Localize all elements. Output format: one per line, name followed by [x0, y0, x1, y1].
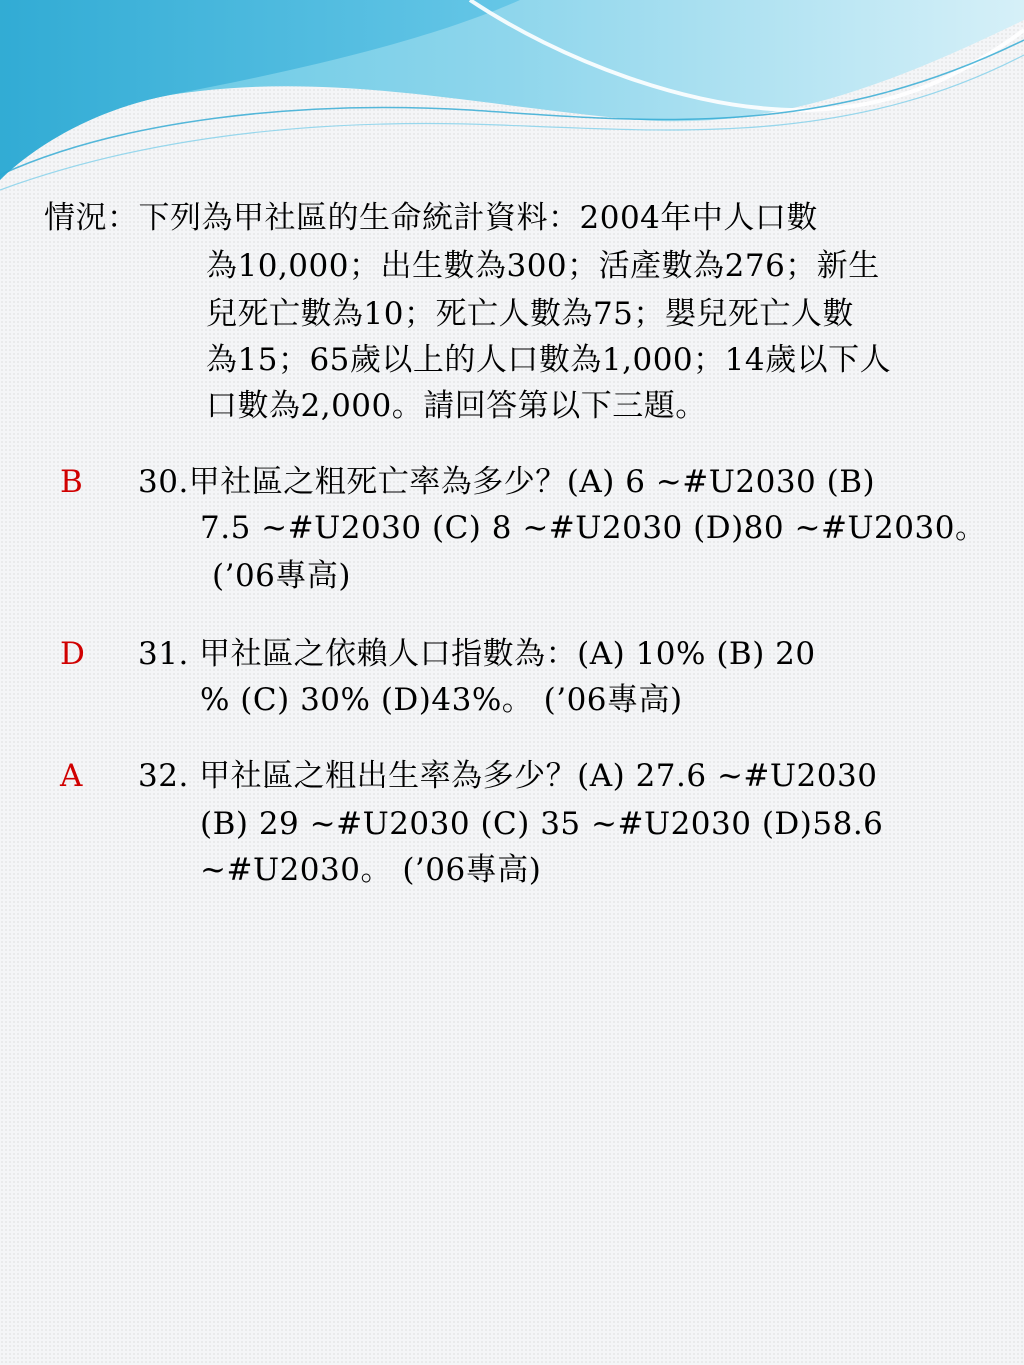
scenario-line: 情況：下列為甲社區的生命統計資料：2004年中人口數 — [44, 200, 818, 236]
question-30-line: (’06專高) — [212, 558, 351, 594]
answer-key-32: A — [60, 758, 83, 794]
scenario-line: 為15；65歲以上的人口數為1,000；14歲以下人 — [206, 342, 892, 378]
scenario-line: 兒死亡數為10；死亡人數為75；嬰兒死亡人數 — [206, 296, 854, 332]
question-32-line: 32. 甲社區之粗出生率為多少？(A) 27.6 ~#U2030 — [138, 758, 878, 794]
question-31-line: 31. 甲社區之依賴人口指數為：(A) 10% (B) 20 — [138, 636, 816, 672]
answer-key-30: B — [60, 464, 83, 500]
question-30-line: 7.5 ~#U2030 (C) 8 ~#U2030 (D)80 ~#U2030。 — [200, 510, 987, 546]
scenario-line: 口數為2,000。請回答第以下三題。 — [206, 388, 707, 424]
question-31-line: % (C) 30% (D)43%。 (’06專高) — [200, 682, 683, 718]
question-32-line: (B) 29 ~#U2030 (C) 35 ~#U2030 (D)58.6 — [200, 806, 884, 842]
question-30-line: 30.甲社區之粗死亡率為多少？(A) 6 ~#U2030 (B) — [138, 464, 876, 500]
question-32-line: ~#U2030。 (’06專高) — [200, 852, 542, 888]
answer-key-31: D — [60, 636, 85, 672]
scenario-line: 為10,000；出生數為300；活產數為276；新生 — [206, 248, 880, 284]
